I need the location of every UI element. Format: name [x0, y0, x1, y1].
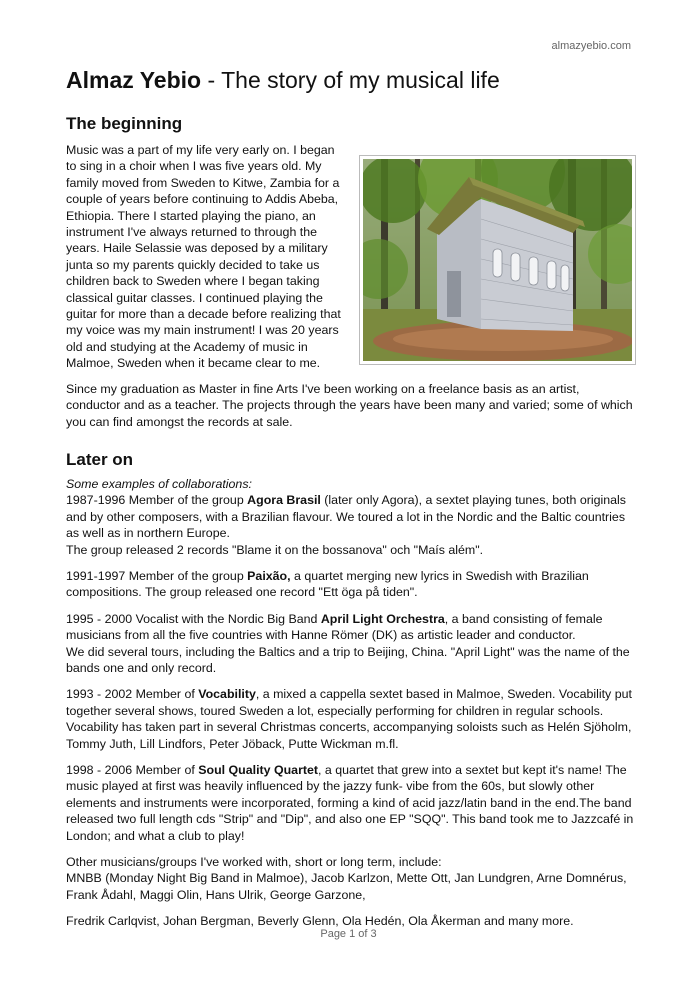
collab-paixao: 1991-1997 Member of the group Paixão, a quartet merging new lyrics in Swedish with Brazilian compositions. The group released one record "Ett öga på tiden".: [66, 568, 589, 600]
beginning-paragraph-1: Music was a part of my life very early on. I began to sing in a choir when I was five years old. My family moved from Sweden to Kitwe, Zambia for a couple of years before continuing to Addis Abeba, Ethiopia. There I started playing the piano, an instrument I've always returned to through the years. Haile Selassie was deposed by a military junta so my parents quickly decided to take us children back to Sweden where I began taking classical guitar classes. I continued playing the guitar for more than a decade before realizing that my voice was my main instrument! I was 20 years old and studying at the Academy of music in Malmoe, Sweden when it became clear to me.: [66, 143, 341, 371]
collab-agora: 1987-1996 Member of the group Agora Brasil (later only Agora), a sextet playing tunes, both originals and by other composers, with a Brazilian flavour. We toured a lot in the Nordic and the Baltic countries as well as in northern Europe.: [66, 493, 626, 541]
collab-agora-records: The group released 2 records "Blame it on the bossanova" och "Maís além".: [66, 542, 484, 557]
collab-april-light: 1995 - 2000 Vocalist with the Nordic Big Band April Light Orchestra, a band consisting of female musicians from all the five countries with Hanne Römer (DK) as artistic leader and conductor.: [66, 611, 603, 643]
other-musicians-intro: Other musicians/groups I've worked with, short or long term, include:: [66, 855, 442, 870]
beginning-paragraph-2: Since my graduation as Master in fine Arts I've been working on a freelance basis as an artist, conductor and as a teacher. The projects through the years have been many and varied; some of which you can find amongst the records at sale.: [66, 381, 633, 429]
other-musicians-list-2: Fredrik Carlqvist, Johan Bergman, Beverly Glenn, Ola Hedén, Ola Åkerman and many more.: [66, 914, 574, 929]
collab-april-light-tours: We did several tours, including the Baltics and a trip to Beijing, China. "April Light" was the name of the bands one and only record.: [66, 644, 630, 675]
site-url[interactable]: almazyebio.com: [551, 40, 631, 52]
title-subtitle: - The story of my musical life: [201, 67, 500, 93]
page-title: [66, 66, 636, 94]
artist-name: Almaz Yebio: [66, 67, 202, 93]
section-heading-later-on: Later on: [66, 449, 134, 469]
section-heading-beginning: The beginning: [66, 114, 183, 133]
page-number: Page 1 of 3: [320, 928, 377, 940]
collaborations-list: [66, 476, 636, 930]
other-musicians-list-1: MNBB (Monday Night Big Band in Malmoe), Jacob Karlzon, Mette Ott, Jan Lundgren, Arne Domnérus, Frank Ådahl, Maggi Olin, Hans Ulrik, George Garzone,: [66, 871, 627, 902]
collaborations-intro: Some examples of collaborations:: [66, 476, 252, 491]
collab-vocability: 1993 - 2002 Member of Vocability, a mixed a cappella sextet based in Malmoe, Sweden. Vocability put together several shows, toured Sweden a lot, especially performing for children in regular schools. Vocability has taken part in several Christmas concerts, accompanying soloists such as Helén Sjöholm, Tommy Juth, Lill Lindfors, Peter Jöback, Putte Wickman m.fl.: [66, 687, 632, 751]
main-content: [66, 114, 636, 940]
chapel-photo: [359, 155, 636, 365]
collab-soul-quality: 1998 - 2006 Member of Soul Quality Quartet, a quartet that grew into a sextet but kept it's name! The music played at first was heavily influenced by the jazzy funk- vibe from the 60s, but slowly other elements and instruments were incorporated, forming a kind of acid jazz/latin band in the end.The band released two full length cds "Strip" and "Dip", and also one EP "SQQ". This band took me to Jazzcafé in London; and what a club to play!: [66, 763, 634, 843]
chapel-illustration: [363, 159, 632, 361]
